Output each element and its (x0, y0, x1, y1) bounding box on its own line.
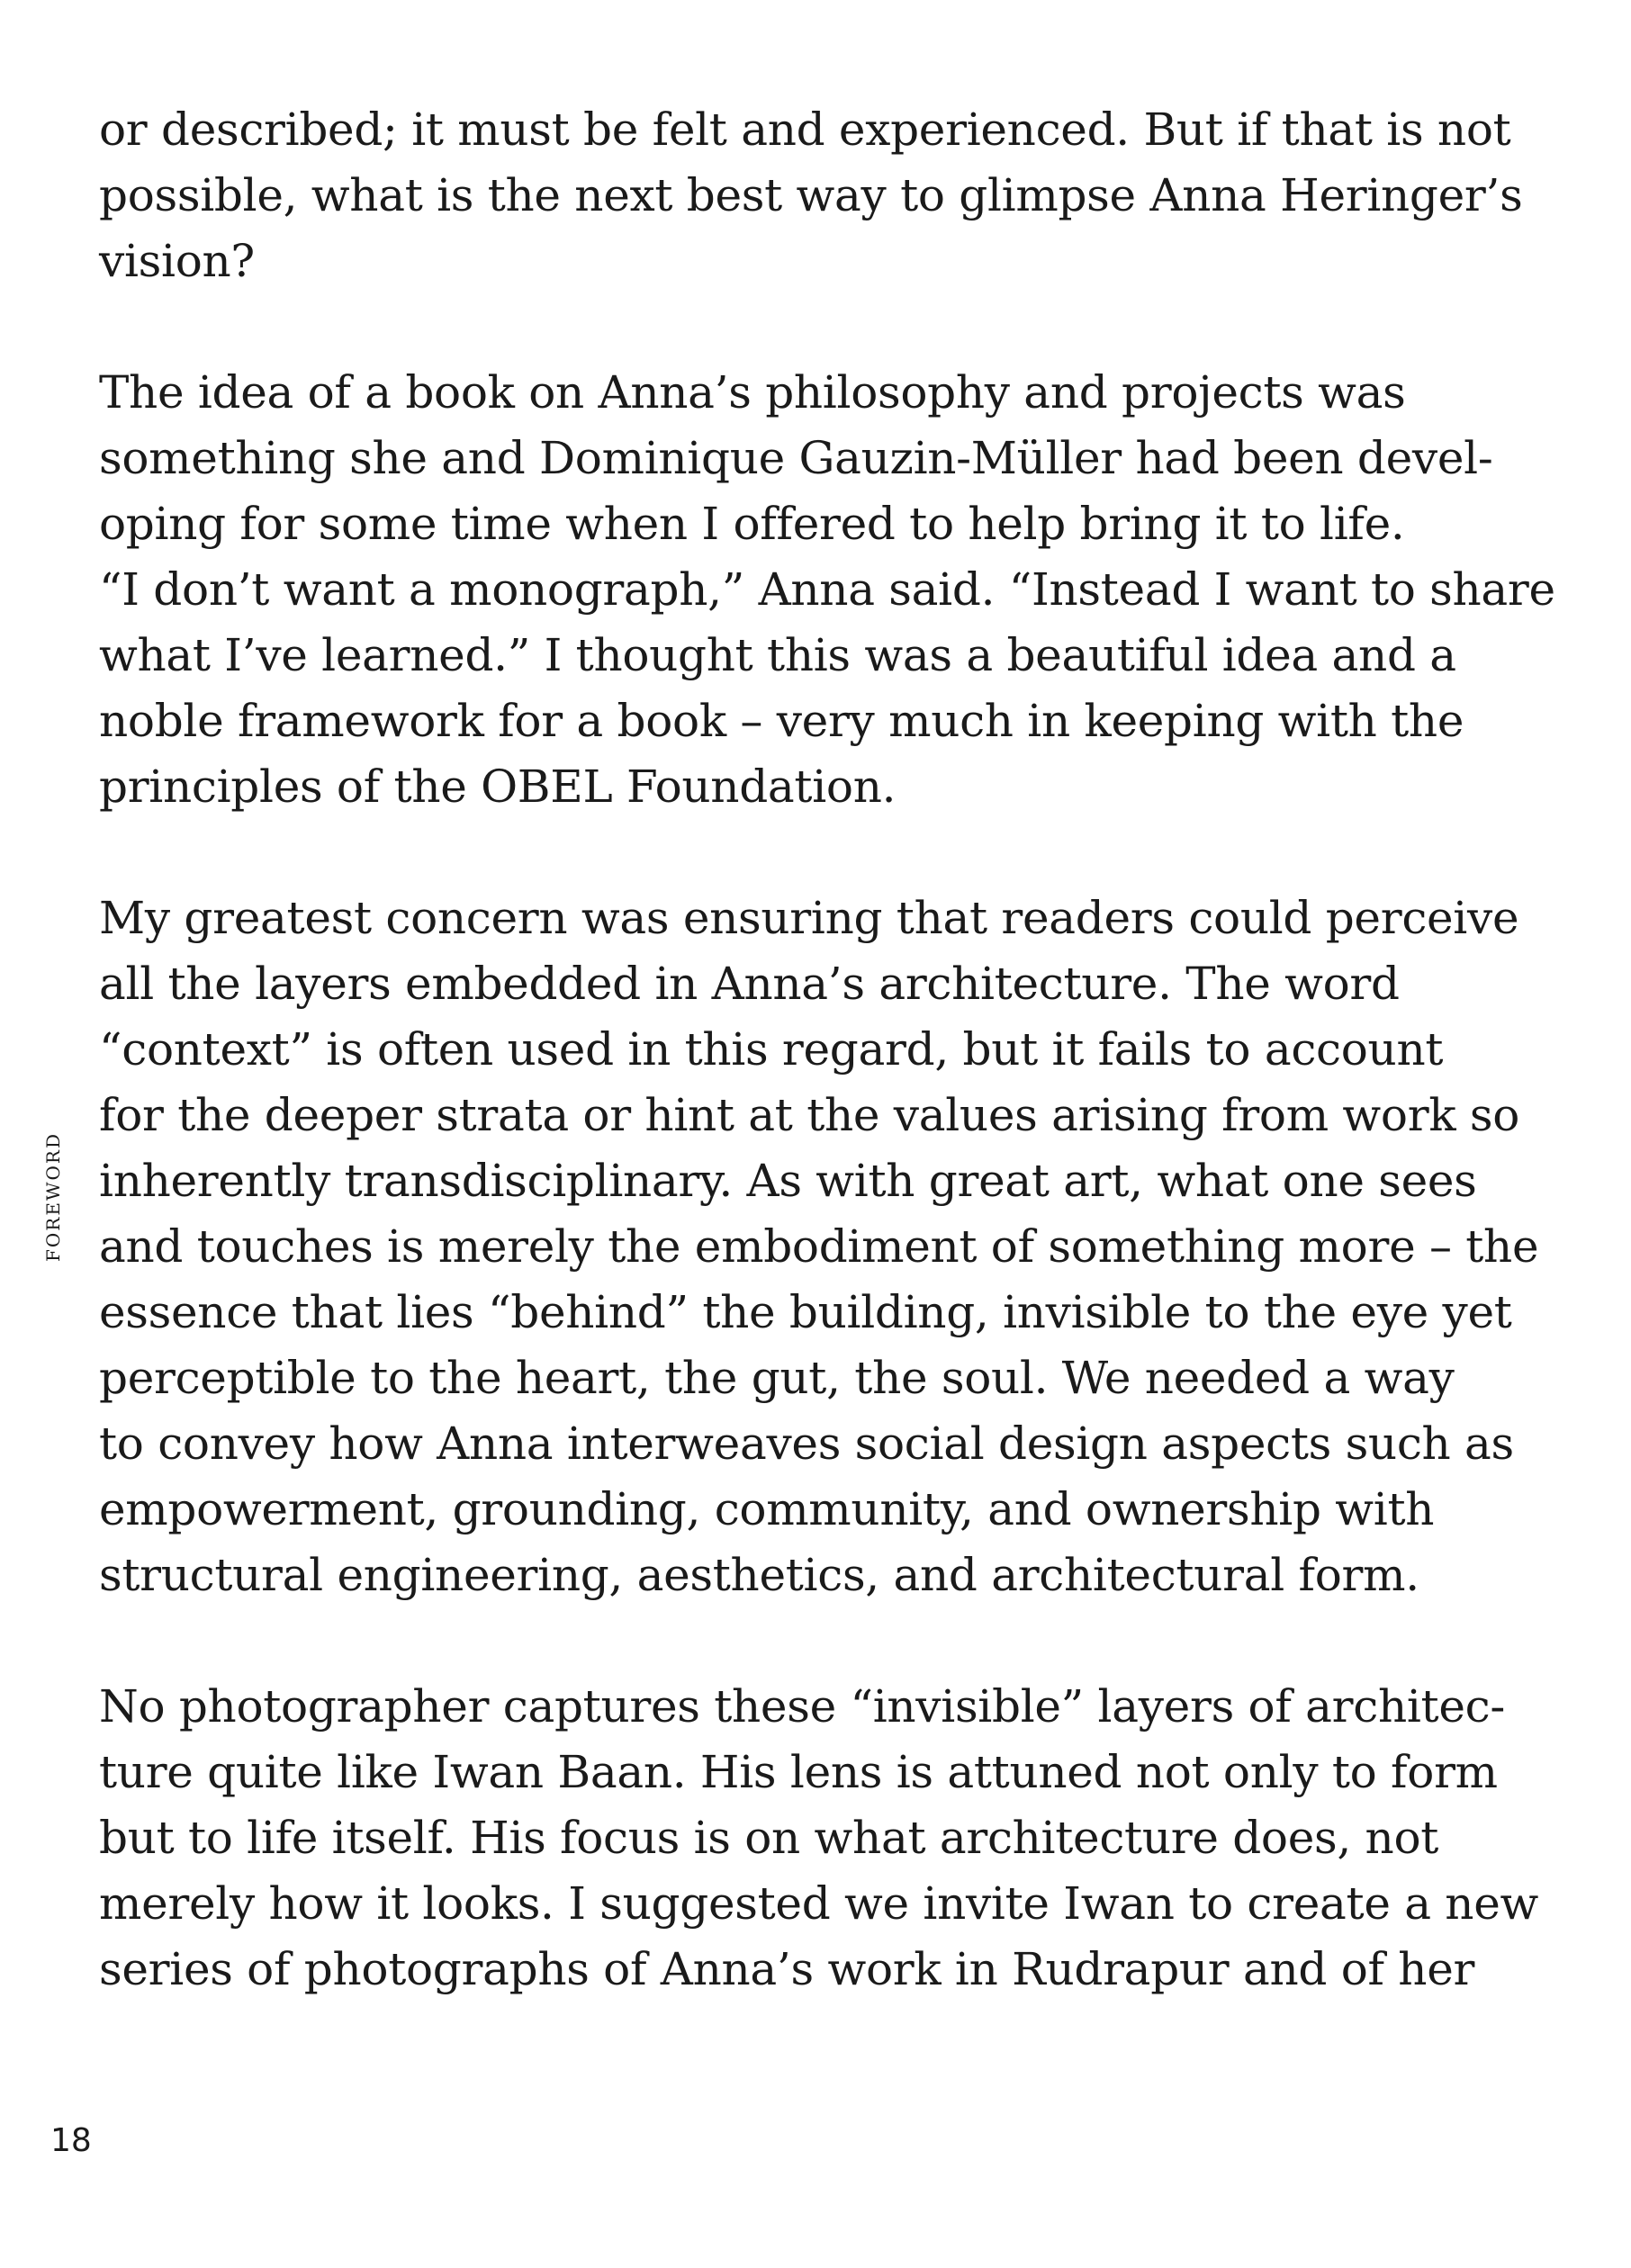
text-line: for the deeper strata or hint at the values arising from work so (99, 1089, 1520, 1141)
paragraph-2 (99, 360, 1584, 820)
text-line: series of photographs of Anna’s work in Rudrapur and of her (99, 1943, 1475, 1995)
paragraph-4 (99, 1674, 1584, 2002)
section-label: FOREWORD (42, 1132, 64, 1262)
text-line: but to life itself. His focus is on what architecture does, not (99, 1812, 1439, 1864)
text-line: and touches is merely the embodiment of something more – the (99, 1220, 1539, 1273)
text-line: noble framework for a book – very much in keeping with the (99, 695, 1464, 747)
text-line: My greatest concern was ensuring that readers could perceive (99, 892, 1519, 944)
text-line: structural engineering, aesthetics, and architectural form. (99, 1549, 1419, 1601)
text-line: possible, what is the next best way to glimpse Anna Heringer’s (99, 169, 1523, 221)
text-line: perceptible to the heart, the gut, the soul. We needed a way (99, 1352, 1455, 1404)
text-line: or described; it must be felt and experienced. But if that is not (99, 104, 1511, 156)
text-line: principles of the OBEL Foundation. (99, 760, 897, 813)
text-line: empowerment, grounding, community, and ownership with (99, 1483, 1435, 1535)
text-line: merely how it looks. I suggested we invite Iwan to create a new (99, 1877, 1538, 1930)
page-number: 18 (50, 2122, 92, 2159)
text-line: all the layers embedded in Anna’s architecture. The word (99, 958, 1400, 1010)
paragraph-3 (99, 886, 1584, 1608)
text-line: to convey how Anna interweaves social design aspects such as (99, 1418, 1514, 1470)
text-line: “I don’t want a monograph,” Anna said. “Instead I want to share (99, 563, 1555, 616)
paragraph-1 (99, 97, 1584, 294)
text-line: “context” is often used in this regard, but it fails to account (99, 1023, 1444, 1076)
body-text (99, 97, 1584, 2068)
text-line: what I’ve learned.” I thought this was a beautiful idea and a (99, 629, 1456, 681)
text-line: inherently transdisciplinary. As with great art, what one sees (99, 1155, 1477, 1207)
text-line: vision? (99, 235, 255, 287)
text-line: something she and Dominique Gauzin-Müller had been devel- (99, 432, 1493, 484)
text-line: essence that lies “behind” the building, invisible to the eye yet (99, 1286, 1512, 1338)
text-line: ture quite like Iwan Baan. His lens is attuned not only to form (99, 1746, 1498, 1798)
text-line: oping for some time when I offered to help bring it to life. (99, 498, 1405, 550)
text-line: The idea of a book on Anna’s philosophy and projects was (99, 366, 1406, 418)
text-line: No photographer captures these “invisible” layers of architec- (99, 1680, 1505, 1732)
